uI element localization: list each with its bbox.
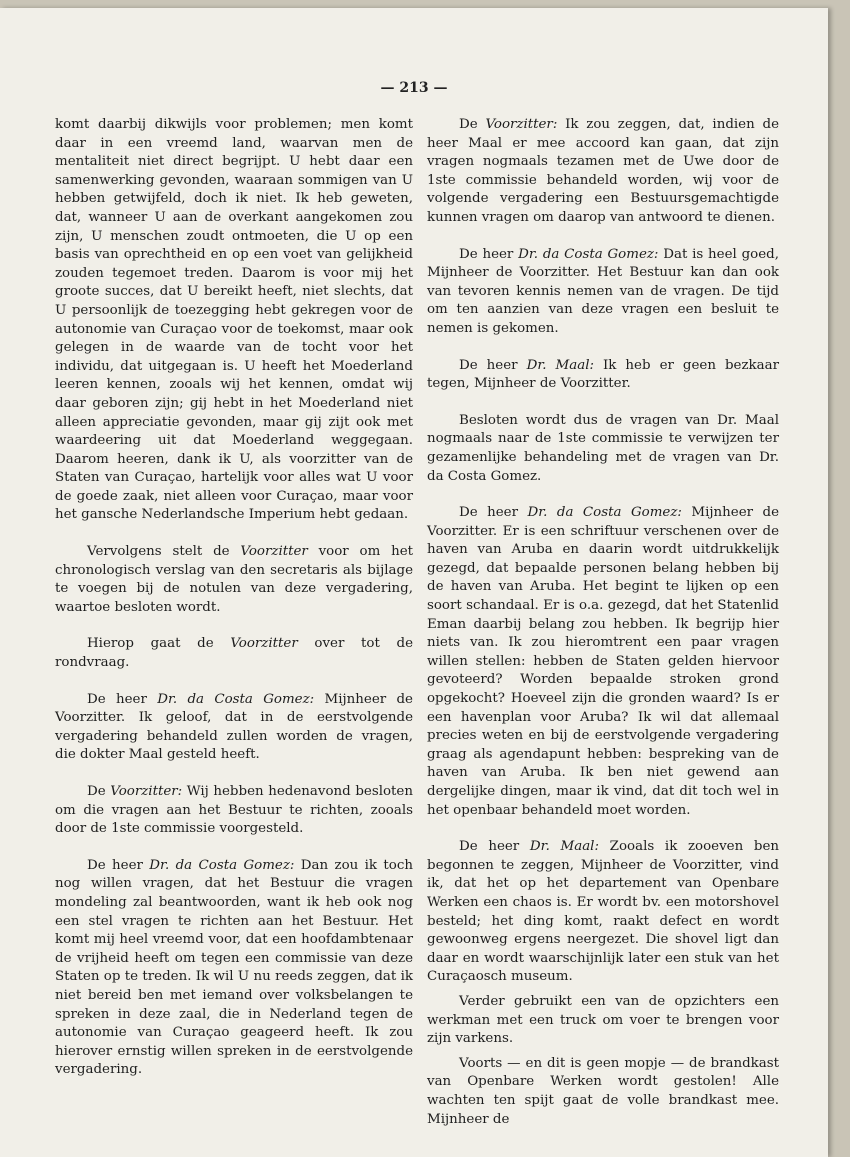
speaker-name: Dr. da Costa Gomez: (157, 691, 315, 707)
speaker-name: Dr. da Costa Gomez: (527, 505, 682, 521)
paragraph: Besloten wordt dus de vragen van Dr. Maal nogmaals naar de 1ste commissie te verwijzen ter gezamenlijke behandeling met de vragen van Dr. da Costa Gomez. (427, 412, 779, 484)
paragraph: De heer Dr. da Costa Gomez: Mijnheer de Voorzitter. Ik geloof, dat in de eerstvolgende vergadering behandeld zullen worden de vragen, die dokter Maal gesteld heeft. (55, 691, 413, 763)
page-number: — 213 — (380, 80, 448, 96)
left-column (55, 116, 413, 1098)
paragraph: Vervolgens stelt de Voorzitter voor om het chronologisch verslag van den secretaris als bijlage te voegen bij de notulen van deze vergadering, waartoe besloten wordt. (55, 544, 413, 615)
speaker-name: Dr. Maal: (526, 357, 594, 373)
speaker-name: Voorzitter: (110, 784, 183, 799)
paragraph: De heer Dr. da Costa Gomez: Dat is heel goed, Mijnheer de Voorzitter. Het Bestuur kan dan ook van tevoren kennis nemen van de vragen. De tijd om ten aanzien van deze vragen een besluit te nemen is gekomen. (427, 246, 779, 336)
speaker-name: Dr. Maal: (529, 839, 599, 855)
paragraph: komt daarbij dikwijls voor problemen; men komt daar in een vreemd land, waarvan men de mentaliteit niet direct begrijpt. U hebt daar een samenwerking gevonden, waaraan sommigen van U hebben getwijfeld, doch ik niet. Ik heb geweten, dat, wanneer U aan de overkant aangekomen zou zijn, U menschen zoudt ontmoeten, die U op een basis van oprechtheid en op een voet van gelijkheid zouden tegemoet treden. Daarom is voor mij het groote succes, dat U bereikt heeft, niet slechts, dat U persoonlijk de toezegging hebt gekregen voor de autonomie van Curaçao voor de toekomst, maar ook gelegen in de waarde van de tocht voor het individu, dat uitgegaan is. U heeft het Moederland leeren kennen, zooals wij het kennen, omdat wij daar geboren zijn; gij hebt in het Moederland niet alleen appreciatie gevonden, maar gij zijt ook met waardeering uit dat Moederland weggegaan. Daarom heeren, dank ik U, als voorzitter van de Staten van Curaçao, hartelijk voor alles wat U voor de goede zaak, niet alleen voor Curaçao, maar voor het gansche Nederlandsche Imperium hebt gedaan. (55, 117, 413, 523)
paragraph: De Voorzitter: Wij hebben hedenavond besloten om die vragen aan het Bestuur te richten, zooals door de 1ste commissie voorgesteld. (55, 784, 413, 837)
paragraph: De heer Dr. Maal: Ik heb er geen bezkaar tegen, Mijnheer de Voorzitter. (427, 357, 779, 392)
right-column (427, 116, 779, 1129)
paragraph: Hierop gaat de Voorzitter over tot de rondvraag. (55, 636, 414, 671)
speaker-name: Voorzitter (240, 544, 308, 560)
document-page (0, 8, 828, 1157)
speaker-name: Dr. da Costa Gomez: (518, 246, 659, 262)
paragraph: Verder gebruikt een van de opzichters een werkman met een truck om voer te brengen voor zijn varkens. (427, 993, 779, 1047)
paragraph: Voorts — en dit is geen mopje — de brandkast van Openbare Werken wordt gestolen! Alle wachten ten spijt gaat de volle brandkast mee. Mijnheer de (427, 1055, 779, 1127)
paragraph: De Voorzitter: Ik zou zeggen, dat, indien de heer Maal er mee accoord kan gaan, dat zijn vragen nogmaals tezamen met de Uwe door de 1ste commissie behandeld worden, wij voor de volgende vergadering een Bestuursgemachtigde kunnen vragen om daarop van antwoord te dienen. (427, 117, 779, 225)
paragraph: De heer Dr. Maal: Zooals ik zooeven ben begonnen te zeggen, Mijnheer de Voorzitter, vind ik, dat het op het departement van Openbare Werken een chaos is. Er wordt bv. een motorshovel besteld; het ding komt, raakt defect en wordt gewoonweg ergens neergezet. Die shovel ligt dan daar en wordt waarschijnlijk later een stuk van het Curaçaosch museum. (427, 839, 779, 985)
speaker-name: Dr. da Costa Gomez: (149, 857, 295, 873)
paragraph: De heer Dr. da Costa Gomez: Mijnheer de Voorzitter. Er is een schriftuur verschenen over de haven van Aruba en daarin wordt uitdrukkelijk gezegd, dat bepaalde personen belang hebben bij de haven van Aruba. Het begint te lijken op een soort schandaal. Er is o.a. gezegd, dat het Statenlid Eman daarbij belang zou hebben. Ik begrijp hier niets van. Ik zou hieromtrent een paar vragen willen stellen: hebben de Staten gelden hiervoor gevoteerd? Worden bepaalde stroken grond opgekocht? Hoeveel zijn die gronden waard? Is er een havenplan voor Aruba? Ik wil dat allemaal precies weten en bij de eerstvolgende vergadering graag als agendapunt hebben: bespreking van de haven van Aruba. Ik ben niet gewend aan dergelijke dingen, maar ik vind, dat dit toch wel in het openbaar behandeld moet worden. (427, 505, 779, 818)
speaker-name: Voorzitter (230, 636, 298, 652)
speaker-name: Voorzitter: (485, 117, 558, 132)
paragraph: De heer Dr. da Costa Gomez: Dan zou ik toch nog willen vragen, dat het Bestuur die vragen mondeling zal beantwoorden, want ik heb ook nog een stel vragen te richten aan het Bestuur. Het komt mij heel vreemd voor, dat een hoofdambtenaar de vrijheid heeft om tegen een commissie van deze Staten op te treden. Ik wil U nu reeds zeggen, dat ik niet bereid ben met iemand over volksbelangen te spreken in deze zaal, die in Nederland tegen de autonomie van Curaçao geageerd heeft. Ik zou hierover ernstig willen spreken in de eerstvolgende vergadering. (55, 857, 413, 1078)
